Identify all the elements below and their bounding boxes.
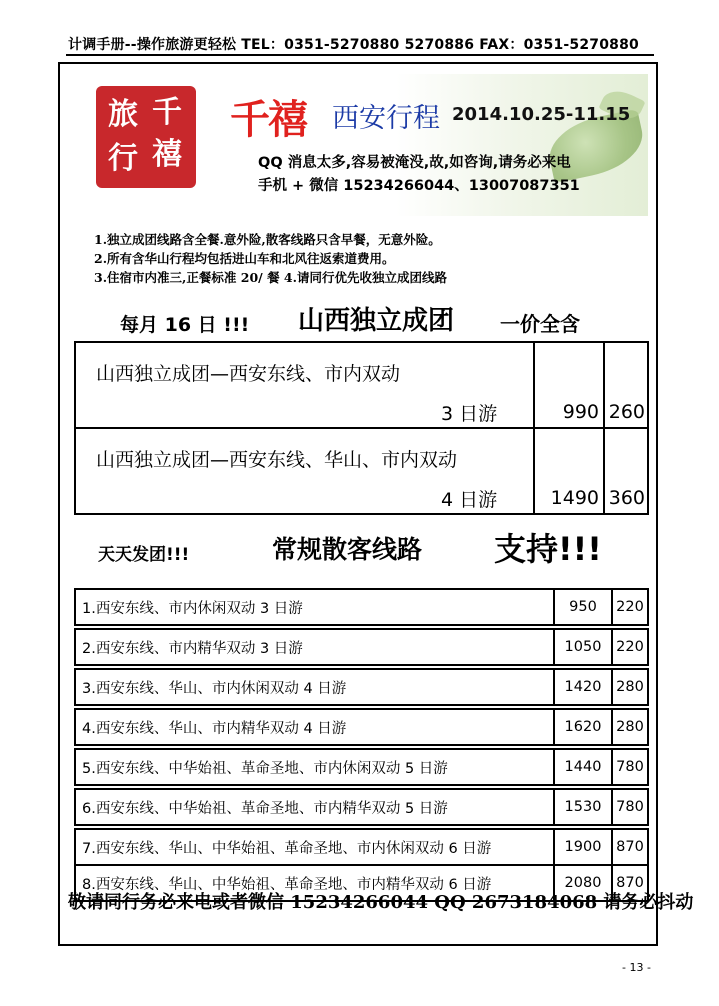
table-row bbox=[75, 342, 648, 428]
table-row bbox=[75, 428, 648, 514]
brand-name: 千禧 bbox=[230, 96, 306, 143]
tour-child-price: 360 bbox=[604, 428, 648, 514]
tour-price: 1490 bbox=[534, 428, 604, 514]
itinerary-title: 西安行程 bbox=[332, 103, 440, 134]
table-row bbox=[75, 589, 648, 625]
seal-char-3: 禧 bbox=[152, 137, 182, 172]
route-name: 4.西安东线、华山、市内精华双动 4 日游 bbox=[75, 709, 554, 745]
regular-tour-table bbox=[74, 588, 649, 902]
section2-schedule: 天天发团!!! bbox=[98, 545, 190, 565]
table-row bbox=[75, 829, 648, 865]
route-price: 1530 bbox=[554, 789, 612, 825]
section2-tagline: 支持!!! bbox=[494, 530, 602, 568]
route-child-price: 870 bbox=[612, 829, 648, 865]
route-child-price: 220 bbox=[612, 589, 648, 625]
route-child-price: 780 bbox=[612, 749, 648, 785]
group-tour-table bbox=[74, 341, 649, 515]
table-row bbox=[75, 789, 648, 825]
table-row bbox=[75, 709, 648, 745]
qq-note: QQ 消息太多,容易被淹没,故,如咨询,请务必来电 bbox=[258, 155, 571, 171]
page-number: - 13 - bbox=[622, 961, 651, 974]
seal-char-4: 行 bbox=[108, 141, 138, 176]
tour-days: 4 日游 bbox=[440, 489, 498, 511]
section2-title: 常规散客线路 bbox=[272, 535, 423, 564]
notes-list bbox=[94, 230, 447, 287]
section1-tagline: 一价全含 bbox=[500, 312, 580, 336]
note-item: 3.住宿市内准三,正餐标准 20/ 餐 4.请同行优先收独立成团线路 bbox=[94, 270, 447, 285]
seal-char-1: 千 bbox=[152, 95, 182, 130]
note-item: 1.独立成团线路含全餐.意外险,散客线路只含早餐，无意外险。 bbox=[94, 232, 441, 247]
contact-footer: 敬请同行务必来电或者微信 15234266044 QQ 2673184068 请务必抖动 bbox=[68, 892, 694, 913]
seal-char-2: 旅 bbox=[108, 97, 138, 132]
route-name: 6.西安东线、中华始祖、革命圣地、市内精华双动 5 日游 bbox=[75, 789, 554, 825]
date-range: 2014.10.25-11.15 bbox=[452, 104, 631, 125]
route-price: 2080 bbox=[554, 865, 612, 901]
tour-price: 990 bbox=[534, 342, 604, 428]
route-name: 8.西安东线、华山、中华始祖、革命圣地、市内精华双动 6 日游 bbox=[75, 865, 554, 901]
route-child-price: 280 bbox=[612, 669, 648, 705]
route-price: 1900 bbox=[554, 829, 612, 865]
route-name: 7.西安东线、华山、中华始祖、革命圣地、市内休闲双动 6 日游 bbox=[75, 829, 554, 865]
route-name: 1.西安东线、市内休闲双动 3 日游 bbox=[75, 589, 554, 625]
route-name: 5.西安东线、中华始祖、革命圣地、市内休闲双动 5 日游 bbox=[75, 749, 554, 785]
top-header: 计调手册--操作旅游更轻松 TEL：0351-5270880 5270886 FAX：0351-5270880 bbox=[68, 37, 639, 53]
route-child-price: 870 bbox=[612, 865, 648, 901]
route-child-price: 280 bbox=[612, 709, 648, 745]
note-item: 2.所有含华山行程均包括进山车和北风往返索道费用。 bbox=[94, 251, 395, 266]
route-price: 1440 bbox=[554, 749, 612, 785]
route-name: 2.西安东线、市内精华双动 3 日游 bbox=[75, 629, 554, 665]
table-row bbox=[75, 669, 648, 705]
route-child-price: 220 bbox=[612, 629, 648, 665]
section1-schedule: 每月 16 日 !!! bbox=[120, 314, 250, 336]
section1-title: 山西独立成团 bbox=[298, 306, 455, 336]
phone-wechat: 手机 + 微信 15234266044、13007087351 bbox=[258, 178, 580, 194]
route-price: 1420 bbox=[554, 669, 612, 705]
tour-name: 山西独立成团—西安东线、市内双动 bbox=[96, 363, 401, 385]
tour-child-price: 260 bbox=[604, 342, 648, 428]
route-child-price: 780 bbox=[612, 789, 648, 825]
tour-days: 3 日游 bbox=[440, 403, 498, 425]
route-price: 1620 bbox=[554, 709, 612, 745]
tour-name: 山西独立成团—西安东线、华山、市内双动 bbox=[96, 449, 458, 471]
table-row bbox=[75, 749, 648, 785]
route-name: 3.西安东线、华山、市内休闲双动 4 日游 bbox=[75, 669, 554, 705]
route-price: 1050 bbox=[554, 629, 612, 665]
table-row bbox=[75, 629, 648, 665]
header-rule bbox=[66, 54, 654, 56]
route-price: 950 bbox=[554, 589, 612, 625]
